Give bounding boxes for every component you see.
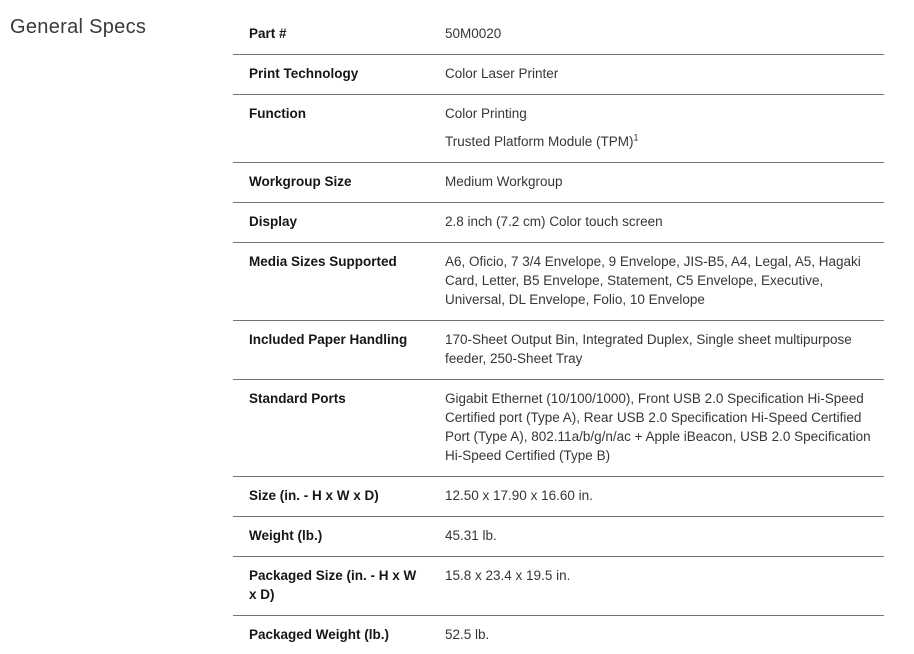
spec-label: Workgroup Size (249, 174, 352, 189)
spec-value (445, 486, 884, 505)
spec-value (445, 625, 884, 644)
spec-row (233, 95, 884, 163)
spec-label: Included Paper Handling (249, 332, 408, 347)
spec-value-line: 45.31 lb. (445, 528, 497, 543)
spec-label: Standard Ports (249, 391, 346, 406)
spec-value-line: 12.50 x 17.90 x 16.60 in. (445, 488, 593, 503)
spec-value-line: 15.8 x 23.4 x 19.5 in. (445, 568, 571, 583)
spec-row (233, 517, 884, 557)
spec-value (445, 526, 884, 545)
spec-value (445, 64, 884, 83)
spec-value (445, 24, 884, 43)
spec-row (233, 243, 884, 321)
spec-label: Weight (lb.) (249, 528, 323, 543)
spec-value (445, 104, 884, 151)
spec-value (445, 172, 884, 191)
spec-label: Part # (249, 26, 287, 41)
spec-value-line: Medium Workgroup (445, 174, 563, 189)
spec-value-line: Trusted Platform Module (TPM)$^1$ (445, 132, 639, 149)
spec-row (233, 163, 884, 203)
spec-value-line: 2.8 inch (7.2 cm) Color touch screen (445, 214, 663, 229)
spec-label: Packaged Weight (lb.) (249, 627, 390, 642)
spec-value (445, 330, 884, 368)
spec-value-line: 50M0020 (445, 26, 502, 41)
spec-label: Function (249, 106, 306, 121)
spec-value-line: A6, Oficio, 7 3/4 Envelope, 9 Envelope, JIS-B5, A4, Legal, A5, Hagaki Card, Letter, B5 Envelope, Statement, C5 Envelope, Executive, Universal, DL Envelope, Folio, 10 Envelope (445, 254, 861, 307)
spec-value (445, 566, 884, 585)
spec-value-line: 52.5 lb. (445, 627, 490, 642)
spec-value-line: Gigabit Ethernet (10/100/1000), Front USB 2.0 Specification Hi-Speed Certified port (Type A), Rear USB 2.0 Specification Hi-Speed Certified Port (Type A), 802.11a/b/g/n/ac + Apple iBeacon, USB 2.0 Specification Hi-Speed Certified (Type B) (445, 391, 871, 463)
spec-value (445, 212, 884, 231)
spec-value (445, 389, 884, 465)
spec-value-line: 170-Sheet Output Bin, Integrated Duplex, Single sheet multipurpose feeder, 250-Sheet Tray (445, 332, 852, 366)
spec-label: Packaged Size (in. - H x W x D) (249, 568, 417, 602)
spec-value (445, 252, 884, 309)
page-title: General Specs (10, 16, 147, 38)
spec-value-line: Color Printing (445, 106, 527, 121)
spec-value-line: Color Laser Printer (445, 66, 559, 81)
spec-row (233, 20, 884, 55)
spec-row (233, 203, 884, 243)
footnote-marker: 1 (633, 132, 639, 143)
spec-label: Display (249, 214, 298, 229)
spec-row (233, 321, 884, 380)
spec-row (233, 477, 884, 517)
spec-label: Size (in. - H x W x D) (249, 488, 379, 503)
spec-label: Media Sizes Supported (249, 254, 397, 269)
spec-row (233, 557, 884, 616)
spec-row (233, 616, 884, 654)
specs-table (233, 20, 884, 654)
spec-label: Print Technology (249, 66, 359, 81)
spec-row (233, 55, 884, 95)
spec-row (233, 380, 884, 477)
